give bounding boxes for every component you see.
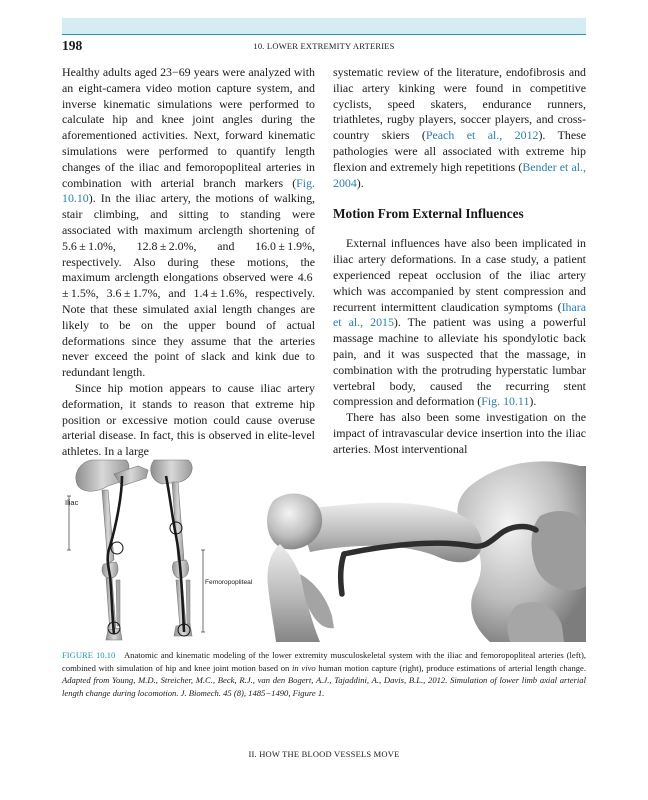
figure-label: FIGURE 10.10 [62, 650, 116, 660]
iliac-label: Iliac [65, 498, 79, 507]
figure-skeleton-models [62, 456, 253, 642]
figure-hip-render [240, 456, 586, 642]
paragraph: External influences have also been implicated in iliac artery deformations. In a case study, a patient experienced repeat occlusion of the iliac artery which was accompanied by stent compression and recurrent intermittent claudication symptoms (Ihara et al., 2015). The patient was using a powerful massage machine to alleviate his spondylotic back pain, and it was suspected that the massage, in combination with the protruding hyperstatic lumbar vertebral body, caused the recurring stent compression and deformation (Fig. 10.11). [333, 236, 587, 409]
running-head: 10. LOWER EXTREMITY ARTERIES [253, 41, 395, 51]
citation-link[interactable]: Peach et al., 2012 [425, 128, 539, 143]
italic-text: Adapted from Young, M.D., Streicher, M.C., Beck, R.J., van den Bogert, A.J., Tajaddini, A., Davis, B.L., 2012. Simulation of lower limb axial arterial length change during locomotion. J. Biomech. 45 (8), 1485−1490, Figure 1. [62, 675, 586, 698]
figure-caption: FIGURE 10.10 Anatomic and kinematic modeling of the lower extremity musculoskeletal system with the iliac and femoropopliteal arteries (left), combined with simulation of hip and knee joint motion based on in vivo human motion capture (right), produce estimations of arterial length change. Adapted from Young, M.D., Streicher, M.C., Beck, R.J., van den Bogert, A.J., Tajaddini, A., Davis, B.L., 2012. Simulation of lower limb axial arterial length change during locomotion. J. Biomech. 45 (8), 1485−1490, Figure 1. [62, 650, 586, 698]
femoropopliteal-label: Femoropopliteal [205, 579, 253, 586]
paragraph: Since hip motion appears to cause iliac artery deformation, it stands to reason that extreme hip position or excessive motion could cause overuse arterial disease. In fact, this is observed in elite-level athletes. In a large [62, 380, 315, 459]
header-band [62, 18, 586, 34]
page-number: 198 [62, 38, 83, 53]
header-rule [62, 34, 586, 35]
skeleton-model-flexed [76, 460, 148, 640]
paragraph: Healthy adults aged 23−69 years were analyzed with an eight-camera video motion capture system, and inverse kinematic simulations were performed to calculate hip and knee joint angles during the aforementioned activities. Next, forward kinematic simulations were performed to quantify length changes of the iliac and femoropopliteal arteries in combination with arterial branch markers (Fig. 10.10). In the iliac artery, the motions of walking, stair climbing, and sitting to standing were associated with maximum arclength shortening of 5.6 ± 1.0%, 12.8 ± 2.0%, and 16.0 ± 1.9%, respectively. Also during these motions, the maximum arclength elongations observed were 4.6 ± 1.5%, 3.6 ± 1.7%, and 1.4 ± 1.6%, respectively. Note that these simulated axial length changes are likely to be on the upper bound of actual deformations since they assume that the arteries never exceed the point of slack and kink due to redundant length. [62, 65, 315, 380]
footer: II. HOW THE BLOOD VESSELS MOVE [248, 749, 400, 759]
citation-link[interactable]: Ihara et al., 2015 [333, 299, 586, 330]
femur-render [267, 494, 482, 642]
citation-link[interactable]: Bender et al., 2004 [333, 159, 587, 190]
section-heading: Motion From External Influences [333, 206, 524, 222]
paragraph: There has also been some investigation on the impact of intravascular device insertion into the iliac arteries. Most interventional [333, 410, 586, 456]
skeleton-model-standing [151, 460, 192, 636]
citation-link[interactable]: Fig. 10.10 [62, 175, 315, 206]
right-column [333, 65, 586, 458]
citation-link[interactable]: Fig. 10.11 [481, 394, 530, 409]
italic-text: in vivo [292, 662, 316, 673]
femoral-artery-path [341, 554, 344, 594]
paragraph: systematic review of the literature, endofibrosis and iliac artery kinking were found in competitive cyclists, speed skaters, endurance runners, triathletes, rugby players, soccer players, and cross-country skiers (Peach et al., 2012). These pathologies were all associated with extreme hip flexion and extremely high repetitions (Bender et al., 2004). [333, 65, 587, 190]
left-column [62, 65, 315, 460]
